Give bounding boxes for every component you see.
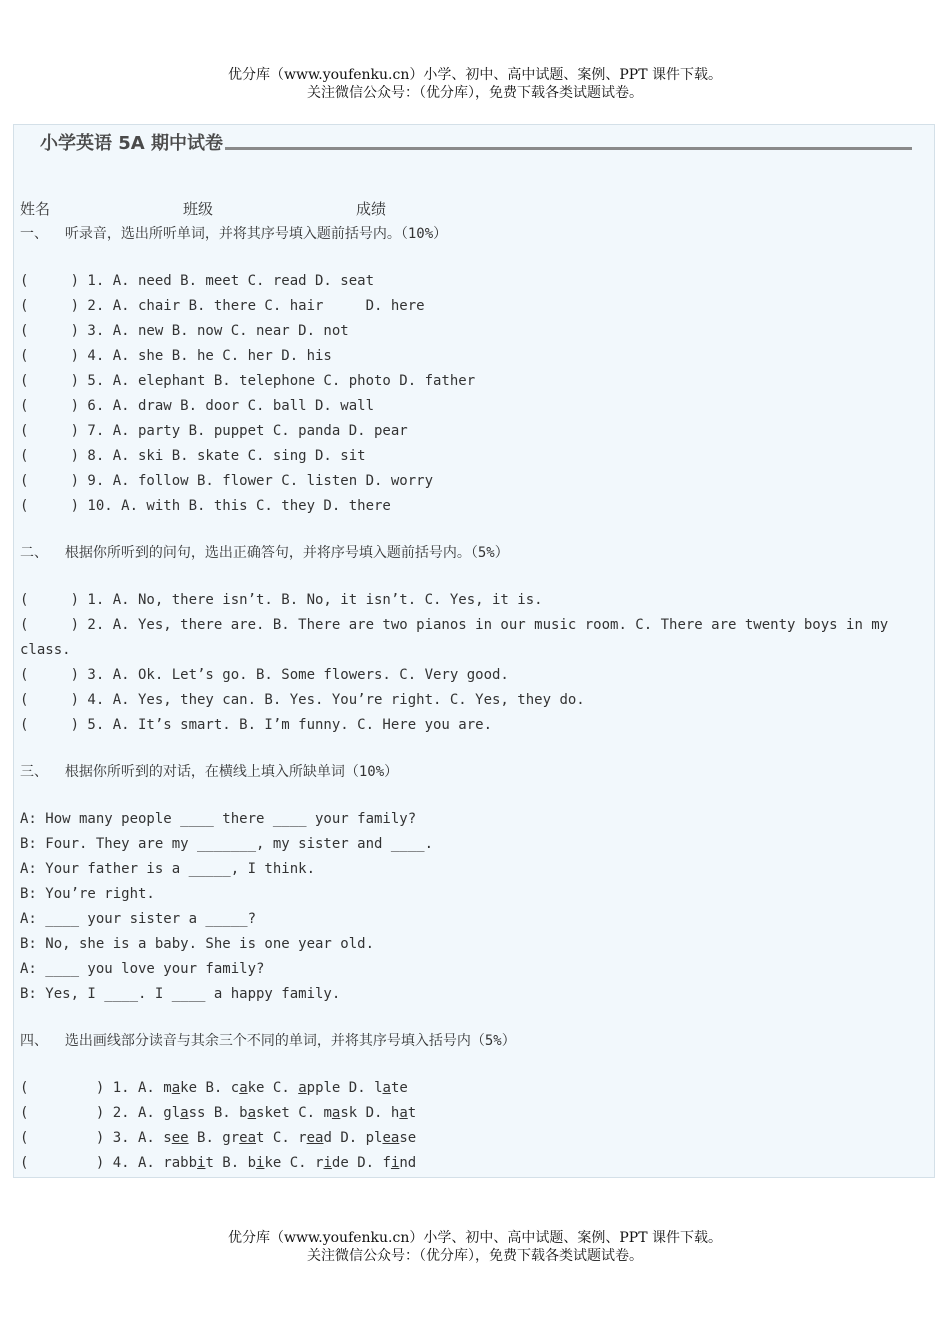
word-text: rabb [163, 1155, 198, 1171]
section1-heading: 一、 听录音，选出所听单词，并将其序号填入题前括号内。（10%） [20, 226, 448, 242]
list-item [20, 1076, 925, 1101]
word-text: s [163, 1130, 172, 1146]
word-text: B. gr [188, 1130, 240, 1146]
item-prefix: ( ) 1. A. [20, 1080, 164, 1096]
word-text: pple D. l [306, 1080, 383, 1096]
underlined-letters: a [331, 1105, 341, 1121]
item-prefix: ( ) 4. A. [20, 1155, 164, 1171]
page-footer [0, 1229, 950, 1265]
exam-panel [13, 124, 935, 1178]
item-prefix: ( ) 2. A. [20, 1105, 164, 1121]
list-item: ( ) 5. A. elephant B. telephone C. photo D. father [20, 373, 476, 389]
word-text: de D. f [331, 1155, 391, 1171]
word-text: ke C. r [264, 1155, 324, 1171]
student-info-row [20, 197, 925, 222]
word-text: m [163, 1080, 172, 1096]
list-item: ( ) 8. A. ski B. skate C. sing D. sit [20, 448, 366, 464]
word-text: t B. b [205, 1155, 257, 1171]
word-text: t C. r [256, 1130, 307, 1146]
section1-list [20, 269, 925, 519]
word-text: d D. pl [323, 1130, 383, 1146]
underlined-letters: ea [382, 1130, 400, 1146]
word-text: t [407, 1105, 417, 1121]
title-rule [225, 147, 912, 150]
underlined-letters: i [256, 1155, 265, 1171]
list-item: ( ) 1. A. need B. meet C. read D. seat [20, 273, 375, 289]
underlined-letters: i [197, 1155, 206, 1171]
section3-dialogue [20, 807, 925, 1007]
word-text: sk D. h [340, 1105, 400, 1121]
list-item: ( ) 1. A. No, there isn’t. B. No, it isn’t. C. Yes, it is. [20, 592, 543, 608]
dialogue-line: B: Yes, I ____. I ____ a happy family. [20, 986, 341, 1002]
dialogue-line: B: You’re right. [20, 886, 155, 902]
word-text: nd [399, 1155, 417, 1171]
exam-title: 小学英语 5A 期中试卷 [40, 133, 223, 154]
underlined-letters: a [247, 1105, 257, 1121]
section4-list [20, 1076, 925, 1176]
title-row [40, 129, 912, 155]
list-item: ( ) 6. A. draw B. door C. ball D. wall [20, 398, 375, 414]
class-label: 班级 [183, 200, 214, 218]
header-line-2: 关注微信公众号：（优分库），免费下载各类试题试卷。 [307, 85, 643, 101]
section3-heading: 三、 根据你所听到的对话，在横线上填入所缺单词（10%） [20, 764, 399, 780]
section4-heading: 四、 选出画线部分读音与其余三个不同的单词，并将其序号填入括号内（5%） [20, 1033, 516, 1049]
underlined-letters: a [180, 1105, 189, 1121]
underlined-letters: i [390, 1155, 400, 1171]
footer-line-2: 关注微信公众号：（优分库），免费下载各类试题试卷。 [307, 1248, 643, 1264]
dialogue-line: A: Your father is a _____, I think. [20, 861, 316, 877]
header-line-1: 优分库（www.youfenku.cn）小学、初中、高中试题、案例、PPT 课件下载。 [227, 67, 722, 83]
dialogue-line: A: ____ you love your family? [20, 961, 265, 977]
list-item: ( ) 10. A. with B. this C. they D. there [20, 498, 391, 514]
list-item: ( ) 9. A. follow B. flower C. listen D. worry [20, 473, 434, 489]
word-text: ke C. [247, 1080, 299, 1096]
list-item: ( ) 3. A. Ok. Let’s go. B. Some flowers. C. Very good. [20, 667, 509, 683]
word-text: ke B. c [180, 1080, 240, 1096]
dialogue-line: A: ____ your sister a _____? [20, 911, 257, 927]
word-text: ss B. b [188, 1105, 248, 1121]
section2-list [20, 588, 925, 738]
list-item [20, 1151, 925, 1176]
underlined-letters: a [399, 1105, 408, 1121]
dialogue-line: B: Four. They are my _______, my sister and ____. [20, 836, 434, 852]
dialogue-line: A: How many people ____ there ____ your family? [20, 811, 417, 827]
list-item: ( ) 2. A. Yes, there are. B. There are two pianos in our music room. C. There are twenty boys in my [20, 617, 889, 633]
list-item: ( ) 3. A. new B. now C. near D. not [20, 323, 349, 339]
underlined-letters: a [298, 1080, 307, 1096]
underlined-letters: ea [239, 1130, 257, 1146]
dialogue-line: B: No, she is a baby. She is one year old. [20, 936, 375, 952]
list-item [20, 1101, 925, 1126]
word-text: se [399, 1130, 417, 1146]
underlined-letters: a [382, 1080, 391, 1096]
list-item: ( ) 2. A. chair B. there C. hair D. here [20, 298, 425, 314]
item-prefix: ( ) 3. A. [20, 1130, 164, 1146]
word-text: gl [163, 1105, 181, 1121]
list-item [20, 1126, 925, 1151]
list-item: ( ) 5. A. It’s smart. B. I’m funny. C. Here you are. [20, 717, 493, 733]
page-header [0, 66, 950, 102]
word-text: sket C. m [256, 1105, 332, 1121]
underlined-letters: a [239, 1080, 248, 1096]
underlined-letters: ee [171, 1130, 189, 1146]
list-item: ( ) 4. A. Yes, they can. B. Yes. You’re right. C. Yes, they do. [20, 692, 585, 708]
list-item: ( ) 4. A. she B. he C. her D. his [20, 348, 332, 364]
footer-line-1: 优分库（www.youfenku.cn）小学、初中、高中试题、案例、PPT 课件下载。 [227, 1230, 722, 1246]
score-label: 成绩 [356, 200, 387, 218]
list-item: ( ) 7. A. party B. puppet C. panda D. pear [20, 423, 408, 439]
underlined-letters: ea [306, 1130, 324, 1146]
list-item: class. [20, 642, 71, 658]
underlined-letters: a [171, 1080, 181, 1096]
exam-content [20, 197, 925, 1176]
word-text: te [390, 1080, 408, 1096]
section2-heading: 二、 根据你所听到的问句，选出正确答句，并将序号填入题前括号内。（5%） [20, 545, 509, 561]
underlined-letters: i [323, 1155, 332, 1171]
name-label: 姓名 [20, 200, 51, 218]
